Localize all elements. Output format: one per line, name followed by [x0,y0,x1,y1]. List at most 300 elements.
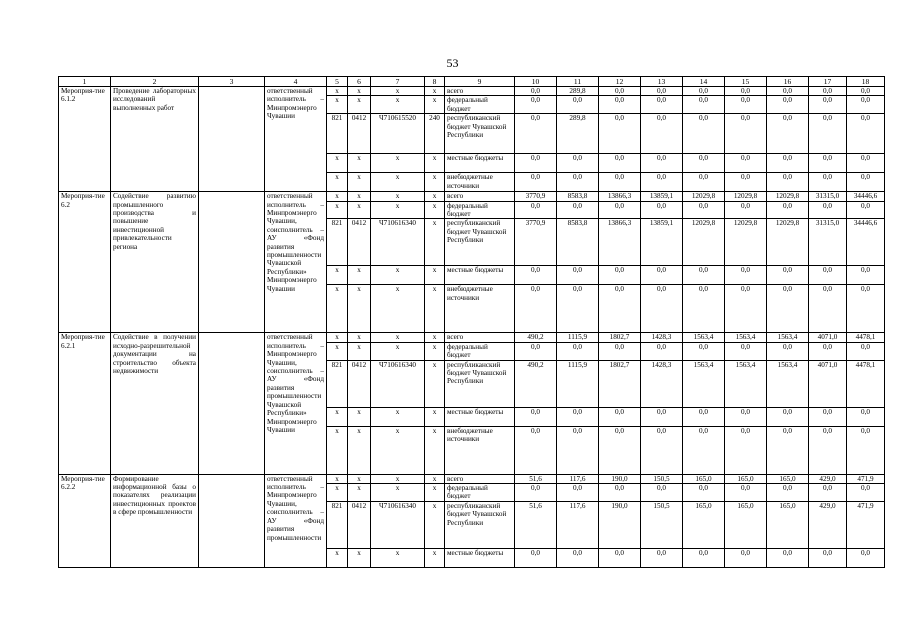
header-cell: 13 [641,77,683,87]
section-code: x [348,333,371,342]
value-cell: 0,0 [557,154,599,173]
measure-executor: ответственный исполнитель – Минпромэнерго Чувашии, соисполнитель – АУ «Фонд развития промышленности Чувашской Республики» Минпромэнерго Чувашии [265,192,327,333]
value-cell: 0,0 [641,114,683,154]
grbs-code: x [327,407,348,426]
value-cell: 0,0 [767,426,809,474]
budget-table [58,76,885,568]
value-cell: 0,0 [767,96,809,114]
value-cell: 0,0 [683,114,725,154]
value-cell: 0,0 [683,87,725,96]
grbs-code: x [327,285,348,333]
value-cell: 165,0 [725,474,767,483]
value-cell: 490,2 [515,360,557,407]
value-cell: 165,0 [683,501,725,548]
expense-group-code: x [425,219,445,266]
measure-title: Формирование информационной базы о показателях реализации инвестиционных проектов в сфере промышленности [111,474,199,567]
value-cell: 1802,7 [599,333,641,342]
value-cell: 34446,6 [847,219,885,266]
value-cell: 0,0 [847,266,885,285]
header-cell: 14 [683,77,725,87]
expense-group-code: x [425,173,445,192]
grbs-code: 821 [327,501,348,548]
value-cell: 0,0 [599,114,641,154]
value-cell: 0,0 [809,407,847,426]
measure-col3 [199,474,265,567]
measure-col3 [199,192,265,333]
value-cell: 0,0 [599,201,641,219]
value-cell: 0,0 [599,484,641,502]
value-cell: 0,0 [809,201,847,219]
expense-group-code: 240 [425,114,445,154]
value-cell: 165,0 [683,474,725,483]
expense-group-code: x [425,342,445,360]
value-cell: 0,0 [557,548,599,567]
section-code: x [348,407,371,426]
header-cell: 2 [111,77,199,87]
value-cell: 165,0 [767,501,809,548]
value-cell: 0,0 [599,87,641,96]
value-cell: 0,0 [683,266,725,285]
value-cell: 12029,8 [683,219,725,266]
value-cell: 429,0 [809,501,847,548]
section-code: x [348,548,371,567]
measure-title: Содействие развитию промышленного производства и повышение инвестиционной привлекательности региона [111,192,199,333]
section-code: x [348,173,371,192]
target-article-code: x [371,474,425,483]
expense-group-code: x [425,87,445,96]
value-cell: 8583,8 [557,219,599,266]
expense-group-code: x [425,201,445,219]
value-cell: 0,0 [847,342,885,360]
section-code: x [348,192,371,201]
value-cell: 0,0 [725,173,767,192]
section-code: 0412 [348,360,371,407]
value-cell: 0,0 [725,96,767,114]
section-code: x [348,426,371,474]
expense-group-code: x [425,333,445,342]
value-cell: 0,0 [809,285,847,333]
funding-source: местные бюджеты [445,154,515,173]
target-article-code: x [371,548,425,567]
expense-group-code: x [425,154,445,173]
grbs-code: x [327,87,348,96]
target-article-code: Ч710616340 [371,360,425,407]
target-article-code: x [371,333,425,342]
value-cell: 13866,3 [599,192,641,201]
value-cell: 0,0 [847,285,885,333]
value-cell: 4478,1 [847,360,885,407]
expense-group-code: x [425,285,445,333]
section-code: 0412 [348,219,371,266]
value-cell: 0,0 [725,285,767,333]
header-cell: 10 [515,77,557,87]
value-cell: 0,0 [809,266,847,285]
value-cell: 0,0 [515,407,557,426]
funding-source: республиканский бюджет Чувашской Республики [445,501,515,548]
value-cell: 1802,7 [599,360,641,407]
value-cell: 0,0 [725,548,767,567]
value-cell: 0,0 [767,548,809,567]
measure-col3 [199,87,265,192]
target-article-code: x [371,96,425,114]
expense-group-code: x [425,360,445,407]
value-cell: 0,0 [641,154,683,173]
section-code: x [348,87,371,96]
funding-source: всего [445,87,515,96]
grbs-code: x [327,548,348,567]
header-cell: 17 [809,77,847,87]
measure-title: Содействие в получении исходно-разрешительной документации на строительство объекта недвижимости [111,333,199,474]
funding-source: республиканский бюджет Чувашской Республики [445,360,515,407]
expense-group-code: x [425,96,445,114]
value-cell: 13866,3 [599,219,641,266]
value-cell: 0,0 [767,266,809,285]
value-cell: 0,0 [515,114,557,154]
value-cell: 0,0 [683,407,725,426]
target-article-code: x [371,201,425,219]
funding-source: федеральный бюджет [445,484,515,502]
funding-source: местные бюджеты [445,548,515,567]
header-cell: 9 [445,77,515,87]
value-cell: 0,0 [767,285,809,333]
value-cell: 0,0 [599,426,641,474]
value-cell: 0,0 [599,154,641,173]
value-cell: 0,0 [641,548,683,567]
section-code: x [348,201,371,219]
value-cell: 0,0 [515,201,557,219]
target-article-code: Ч710616340 [371,219,425,266]
value-cell: 34446,6 [847,192,885,201]
value-cell: 0,0 [725,407,767,426]
value-cell: 0,0 [641,426,683,474]
header-cell: 3 [199,77,265,87]
section-code: x [348,96,371,114]
value-cell: 0,0 [557,96,599,114]
value-cell: 4071,0 [809,333,847,342]
value-cell: 0,0 [725,342,767,360]
value-cell: 150,5 [641,474,683,483]
value-cell: 0,0 [683,342,725,360]
funding-source: федеральный бюджет [445,342,515,360]
funding-source: местные бюджеты [445,266,515,285]
value-cell: 12029,8 [725,192,767,201]
grbs-code: x [327,173,348,192]
value-cell: 3770,9 [515,192,557,201]
grbs-code: 821 [327,360,348,407]
value-cell: 0,0 [809,484,847,502]
value-cell: 0,0 [515,96,557,114]
value-cell: 1563,4 [767,360,809,407]
value-cell: 117,6 [557,474,599,483]
value-cell: 0,0 [683,173,725,192]
measure-executor: ответственный исполнитель – Минпромэнерго Чувашии, соисполнитель – АУ «Фонд развития промышленности Чувашской Республики» Минпромэнерго Чувашии [265,333,327,474]
value-cell: 0,0 [847,426,885,474]
value-cell: 117,6 [557,501,599,548]
funding-source: республиканский бюджет Чувашской Республики [445,114,515,154]
value-cell: 1115,9 [557,333,599,342]
section-code: x [348,266,371,285]
value-cell: 0,0 [641,285,683,333]
header-cell: 5 [327,77,348,87]
value-cell: 0,0 [599,173,641,192]
section-code: 0412 [348,114,371,154]
value-cell: 0,0 [515,548,557,567]
measure-executor: ответственный исполнитель – Минпромэнерго Чувашии [265,87,327,192]
header-cell: 1 [59,77,111,87]
value-cell: 0,0 [557,266,599,285]
value-cell: 0,0 [599,285,641,333]
value-cell: 150,5 [641,501,683,548]
header-cell: 6 [348,77,371,87]
value-cell: 8583,8 [557,192,599,201]
funding-source: федеральный бюджет [445,96,515,114]
value-cell: 12029,8 [767,219,809,266]
value-cell: 0,0 [515,484,557,502]
value-cell: 0,0 [847,407,885,426]
grbs-code: x [327,192,348,201]
header-cell: 4 [265,77,327,87]
value-cell: 0,0 [515,266,557,285]
header-row [59,77,885,87]
value-cell: 1428,3 [641,333,683,342]
target-article-code: Ч710615520 [371,114,425,154]
section-code: x [348,342,371,360]
value-cell: 0,0 [809,426,847,474]
target-article-code: x [371,87,425,96]
value-cell: 0,0 [641,201,683,219]
target-article-code: x [371,266,425,285]
value-cell: 0,0 [725,266,767,285]
value-cell: 51,6 [515,501,557,548]
value-cell: 0,0 [641,484,683,502]
value-cell: 0,0 [767,114,809,154]
value-cell: 0,0 [683,484,725,502]
value-cell: 0,0 [641,173,683,192]
target-article-code: x [371,407,425,426]
value-cell: 1563,4 [683,360,725,407]
expense-group-code: x [425,501,445,548]
value-cell: 0,0 [809,173,847,192]
value-cell: 13859,1 [641,192,683,201]
expense-group-code: x [425,266,445,285]
target-article-code: Ч710616340 [371,501,425,548]
value-cell: 0,0 [809,548,847,567]
value-cell: 0,0 [641,407,683,426]
value-cell: 0,0 [767,407,809,426]
page-number: 53 [446,56,459,70]
value-cell: 4071,0 [809,360,847,407]
value-cell: 0,0 [683,285,725,333]
value-cell: 1115,9 [557,360,599,407]
funding-source: внебюджетные источники [445,285,515,333]
value-cell: 0,0 [767,87,809,96]
expense-group-code: x [425,484,445,502]
value-cell: 0,0 [641,87,683,96]
value-cell: 0,0 [725,87,767,96]
value-cell: 0,0 [683,154,725,173]
value-cell: 12029,8 [725,219,767,266]
table-row [59,474,885,483]
funding-source: республиканский бюджет Чувашской Республики [445,219,515,266]
value-cell: 0,0 [809,96,847,114]
value-cell: 0,0 [557,285,599,333]
value-cell: 0,0 [515,285,557,333]
value-cell: 0,0 [767,173,809,192]
value-cell: 0,0 [515,154,557,173]
value-cell: 0,0 [847,87,885,96]
measure-title: Проведение лабораторных исследований выполненных работ [111,87,199,192]
value-cell: 0,0 [599,342,641,360]
value-cell: 0,0 [557,201,599,219]
value-cell: 471,9 [847,474,885,483]
value-cell: 1563,4 [725,333,767,342]
value-cell: 0,0 [557,173,599,192]
value-cell: 12029,8 [767,192,809,201]
value-cell: 0,0 [683,96,725,114]
funding-source: всего [445,474,515,483]
value-cell: 0,0 [515,173,557,192]
target-article-code: x [371,342,425,360]
value-cell: 51,6 [515,474,557,483]
value-cell: 4478,1 [847,333,885,342]
value-cell: 0,0 [809,154,847,173]
section-code: x [348,285,371,333]
grbs-code: x [327,426,348,474]
value-cell: 0,0 [809,342,847,360]
value-cell: 0,0 [767,484,809,502]
value-cell: 0,0 [599,266,641,285]
value-cell: 190,0 [599,501,641,548]
measure-code: Мероприя-тие 6.2.1 [59,333,111,474]
value-cell: 0,0 [557,407,599,426]
grbs-code: x [327,342,348,360]
value-cell: 0,0 [725,426,767,474]
value-cell: 0,0 [683,201,725,219]
target-article-code: x [371,426,425,474]
target-article-code: x [371,154,425,173]
value-cell: 0,0 [557,426,599,474]
value-cell: 31315,0 [809,192,847,201]
value-cell: 0,0 [557,484,599,502]
grbs-code: 821 [327,114,348,154]
funding-source: федеральный бюджет [445,201,515,219]
value-cell: 289,8 [557,114,599,154]
value-cell: 165,0 [725,501,767,548]
table-row [59,87,885,96]
value-cell: 1563,4 [767,333,809,342]
target-article-code: x [371,285,425,333]
expense-group-code: x [425,474,445,483]
header-cell: 8 [425,77,445,87]
expense-group-code: x [425,426,445,474]
section-code: x [348,484,371,502]
value-cell: 0,0 [599,96,641,114]
value-cell: 490,2 [515,333,557,342]
value-cell: 0,0 [847,114,885,154]
value-cell: 0,0 [641,96,683,114]
grbs-code: x [327,474,348,483]
value-cell: 0,0 [599,407,641,426]
header-cell: 18 [847,77,885,87]
value-cell: 1563,4 [725,360,767,407]
funding-source: внебюджетные источники [445,426,515,474]
value-cell: 0,0 [847,201,885,219]
expense-group-code: x [425,548,445,567]
value-cell: 0,0 [515,426,557,474]
value-cell: 0,0 [725,114,767,154]
target-article-code: x [371,173,425,192]
table-row [59,333,885,342]
measure-executor: ответственный исполнитель – Минпромэнерго Чувашии, соисполнитель – АУ «Фонд развития промышленности [265,474,327,567]
value-cell: 0,0 [641,266,683,285]
value-cell: 0,0 [767,201,809,219]
value-cell: 289,8 [557,87,599,96]
table-row [59,192,885,201]
value-cell: 0,0 [557,342,599,360]
grbs-code: 821 [327,219,348,266]
funding-source: всего [445,333,515,342]
value-cell: 429,0 [809,474,847,483]
funding-source: внебюджетные источники [445,173,515,192]
value-cell: 0,0 [725,201,767,219]
value-cell: 190,0 [599,474,641,483]
value-cell: 0,0 [683,426,725,474]
funding-source: всего [445,192,515,201]
target-article-code: x [371,192,425,201]
value-cell: 1428,3 [641,360,683,407]
value-cell: 0,0 [515,87,557,96]
measure-col3 [199,333,265,474]
section-code: x [348,154,371,173]
value-cell: 0,0 [847,484,885,502]
value-cell: 0,0 [641,342,683,360]
value-cell: 0,0 [725,484,767,502]
value-cell: 12029,8 [683,192,725,201]
value-cell: 0,0 [809,114,847,154]
measure-code: Мероприя-тие 6.2 [59,192,111,333]
value-cell: 31315,0 [809,219,847,266]
value-cell: 0,0 [847,96,885,114]
measure-code: Мероприя-тие 6.1.2 [59,87,111,192]
grbs-code: x [327,96,348,114]
target-article-code: x [371,484,425,502]
measure-code: Мероприя-тие 6.2.2 [59,474,111,567]
value-cell: 0,0 [847,173,885,192]
value-cell: 165,0 [767,474,809,483]
value-cell: 3770,9 [515,219,557,266]
value-cell: 471,9 [847,501,885,548]
expense-group-code: x [425,192,445,201]
grbs-code: x [327,154,348,173]
value-cell: 0,0 [809,87,847,96]
value-cell: 0,0 [847,548,885,567]
grbs-code: x [327,266,348,285]
section-code: 0412 [348,501,371,548]
header-cell: 11 [557,77,599,87]
grbs-code: x [327,333,348,342]
value-cell: 13859,1 [641,219,683,266]
header-cell: 12 [599,77,641,87]
header-cell: 16 [767,77,809,87]
section-code: x [348,474,371,483]
value-cell: 0,0 [599,548,641,567]
funding-source: местные бюджеты [445,407,515,426]
grbs-code: x [327,484,348,502]
expense-group-code: x [425,407,445,426]
header-cell: 7 [371,77,425,87]
value-cell: 0,0 [725,154,767,173]
header-cell: 15 [725,77,767,87]
